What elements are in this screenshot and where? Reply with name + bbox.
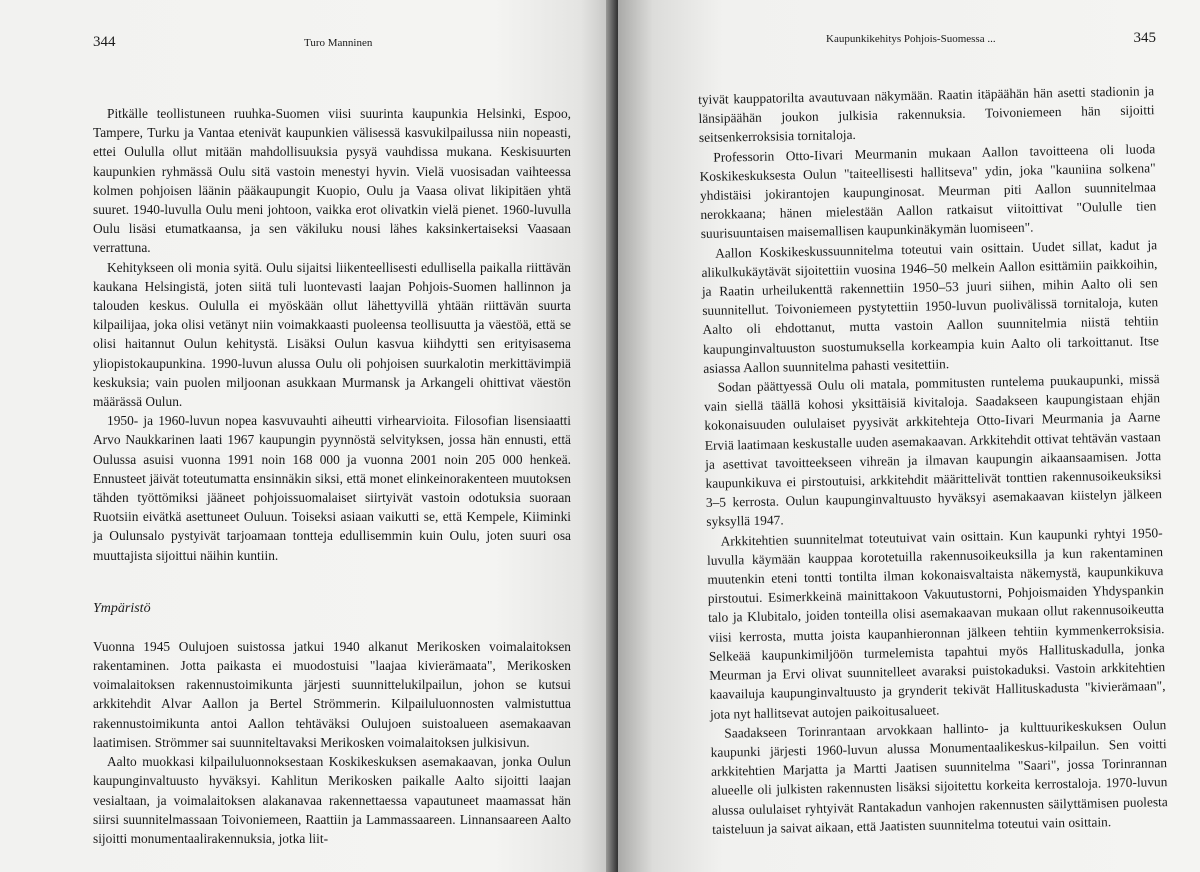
paragraph: Professorin Otto-Iivari Meurmanin mukaan Aallon tavoitteena oli luoda Koskikeskuksesta Oulun "taiteellisesti hallitseva" ydin, joka "kauniina solkena" yhdistäisi jokirantojen kaupunginosat. Meurman piti Aallon suunnitelmaa nerokkaana; hänen mielestään Aallon ratkaisut viitoittivat "Oululle tien suurisuuntaisen maisemallisen kaupunkinäkymän luomiseen". — [699, 140, 1157, 242]
right-page-body — [698, 81, 1170, 839]
left-running-head: Turo Manninen — [304, 37, 373, 49]
left-page-body — [93, 104, 580, 848]
paragraph: Kehitykseen oli monia syitä. Oulu sijaitsi liikenteellisesti edullisella paikalla riittävän kaukana Helsingistä, joten siitä tuli luontevasti laajan Pohjois-Suomen hallinnon ja talouden keskus. Oululla ei myöskään ollut lähettyvillä yhtään riittävän suurta kilpailijaa, joka olisi vetänyt niin voimakkaasti puoleensa teollisuutta ja väestöä, että se olisi haitannut Oulun kehitystä. Lisäksi Oulun kasvua kiihdytti sen erityisasema yliopistokaupunkina. 1990-luvun alussa Oulu oli pohjoisen suurkalotin merkittävimpiä keskuksia; vain puolen miljoonan asukkaan Murmansk ja Arkangeli ohittivat väestön määrässä Oulun. — [93, 259, 571, 410]
paragraph: Arkkitehtien suunnitelmat toteutuivat vain osittain. Kun kaupunki ryhtyi 1950-luvulla käymään kauppaa korotetuilla rakennusoikeuksilla ja kun rakentaminen muutenkin eteni tontti tontilta ilman kokonaisvaltaista näkemystä, kaupunkikuva pirstoutui. Esimerkkeinä mainittakoon Vakuutustorni, Pohjoismaiden Yhdyspankin talo ja Klubitalo, joiden tonteilla olisi asemakaavan mukaan ollut rakennusoikeutta viisi kerrosta, mutta joista kaupanhieronnan jälkeen tehtiin kymmenkerroksisia. Selkeää kaupunkimiljöön turmelemista tapahtui myös Hallituskadulla, jonka Meurman ja Ervi olivat suunnitelleet avaraksi puistokaduksi. Vastoin arkkitehtien kaavailuja kaupunginvaltuusto ja grynderit tekivät Hallituskadusta "kivierämaan", jota nyt hallitsevat autojen paikoitusalueet. — [706, 524, 1166, 722]
paragraph: Aallon Koskikeskussuunnitelma toteutui vain osittain. Uudet sillat, kadut ja alikulkukäytävät sijoitettiin vuosina 1946–50 melkein Aallon esittämiin paikkoihin, ja Raatin urheilukenttä rakennettiin 1950–53 juuri siihen, mihin Aalto oli sen suunnitellut. Toivoniemeen pystytettiin 1950-luvun puolivälissä tornitaloja, kuten Aalto oli ehdottanut, mutta vastoin Aallon suunnitelmia niistä tehtiin kaupunginvaltuuston suostumuksella korkeampia kuin Aalto oli tarkoittanut. Itse asiassa Aallon suunnitelma pahasti vesitettiin. — [701, 236, 1160, 376]
right-page — [618, 0, 1200, 872]
paragraph: Aalto muokkasi kilpailuluonnoksestaan Koskikeskuksen asemakaavan, jonka Oulun kaupunginvaltuusto hyväksyi. Kahlitun Merikosken paikalle Aalto sijoitti laajan vesialtaan, ja voimalaitoksen alakanavaa rakennettaessa vapautuneet maamassat hän siirsi suunnitelmassaan Toivoniemeen, Raattiin ja Lammassaareen. Linnansaareen Aalto sijoitti monumentaalirakennuksia, jotka liit- — [93, 754, 571, 846]
left-page-number: 344 — [93, 34, 116, 50]
right-page-header — [698, 30, 1156, 50]
paragraph: 1950- ja 1960-luvun nopea kasvuvauhti aiheutti virhearvioita. Filosofian lisensiaatti Arvo Naukkarinen laati 1967 kaupungin pyynnöstä selvityksen, jossa hän ennusti, että Oulussa asuisi vuonna 1991 noin 168 000 ja vuonna 2001 noin 205 000 henkeä. Ennusteet jäivät toteutumatta ensinnäkin siksi, että monet elinkeinorakenteen muutoksen tähden työttömiksi jääneet pohjoissuomalaiset siirtyivät vastoin odotuksia suoraan Ruotsiin eivätkä asettuneet Ouluun. Toiseksi asiaan vaikutti se, että Kempele, Kiiminki ja Oulunsalo pystyivät tarjoamaan tontteja edullisemmin kuin Oulu, joten suuri osa muuttajista sijoittui näihin kuntiin. — [93, 413, 571, 563]
paragraph: Saadakseen Torinrantaan arvokkaan hallinto- ja kulttuurikeskuksen Oulun kaupunki järjesti 1960-luvun alussa Monumentaalikeskus-kilpailun. Sen voitti arkkitehtien Marjatta ja Martti Jaatisen suunnitelma "Saari", jossa Torinrannan alueelle oli julkisten rakennusten lisäksi sijoitettu korkeita kerrostaloja. 1970-luvun alussa oululaiset ryhtyivät Rantakadun vanhojen rakennusten säilyttämisen puolesta taisteluun ja saivat aikaan, että Jaatisten suunnitelma toteutui vain osittain. — [710, 716, 1168, 837]
paragraph-continuation: tyivät kauppatorilta avautuvaan näkymään. Raatin itäpäähän hän asetti stadionin ja länsipäähän joukon julkisia rakennuksia. Toivoniemeen hän sijoitti seitsenkerroksisia tornitaloja. — [698, 83, 1155, 146]
paragraph: Sodan päättyessä Oulu oli matala, pommitusten runtelema puukaupunki, missä vain siellä täällä kohosi yksittäisiä kivitaloja. Saadakseen kaupungistaan ehjän kokonaisuuden oululaiset pyysivät arkkitehteja Otto-Iivari Meurmania ja Aarne Erviä laatimaan keskustalle uuden asemakaavan. Arkkitehdit ottivat tehtävän vastaan ja asettivat tavoitteekseen vihreän ja ilmavan kaupungin aikaansaamisen. Jotta kaupunkikuva ei pirstoutuisi, arkkitehdit määrittelivät tonttien rakennusoikeuksiksi 3–5 kerrosta. Oulun kaupunginvaltuusto hyväksyi asemakaavan kiistelyn jälkeen syksyllä 1947. — [703, 371, 1162, 530]
left-page-header — [93, 34, 580, 54]
right-running-head: Kaupunkikehitys Pohjois-Suomessa ... — [826, 33, 996, 45]
section-heading: Ympäristö — [93, 600, 151, 616]
right-page-number: 345 — [1133, 30, 1156, 46]
paragraph: Pitkälle teollistuneen ruuhka-Suomen viisi suurinta kaupunkia Helsinki, Espoo, Tampere, Turku ja Vantaa etenivät kaupunkien välisessä kasvukilpailussa niin nopeasti, ettei Oululla ollut mitään mahdollisuuksia pysyä vauhdissa mukana. Keskisuurten kaupunkien ryhmässä Oulu sitä vastoin menestyi hyvin. Vielä vuosisadan vaihteessa kolmen pohjoisen läänin pääkaupungit Kuopio, Oulu ja Vaasa olivat likipitäen yhtä suuret. 1940-luvulla Oulu meni johtoon, vaikka erot olivatkin vielä pienet. 1960-luvulla Oulu lisäsi etumatkaansa, ja sen väkiluku nousi lähes kaksinkertaiseksi Vaasaan verrattuna. — [93, 106, 571, 256]
paragraph: Vuonna 1945 Oulujoen suistossa jatkui 1940 alkanut Merikosken voimalaitoksen rakentaminen. Jotta paikasta ei muodostuisi "laajaa kivierämaata", Merikosken voimalaitoksen rakennustoimikunta järjesti suunnittelukilpailun, johon se kutsui arkkitehdit Alvar Aallon ja Bertel Strömmerin. Kilpailuluonnosten valmistuttua rakennustoimikunta antoi Aallon tehtäväksi Oulujoen suistoalueen asemakaavan laatimisen. Strömmer sai suunniteltavaksi Merikosken voimalaitoksen julkisivun. — [93, 638, 571, 750]
